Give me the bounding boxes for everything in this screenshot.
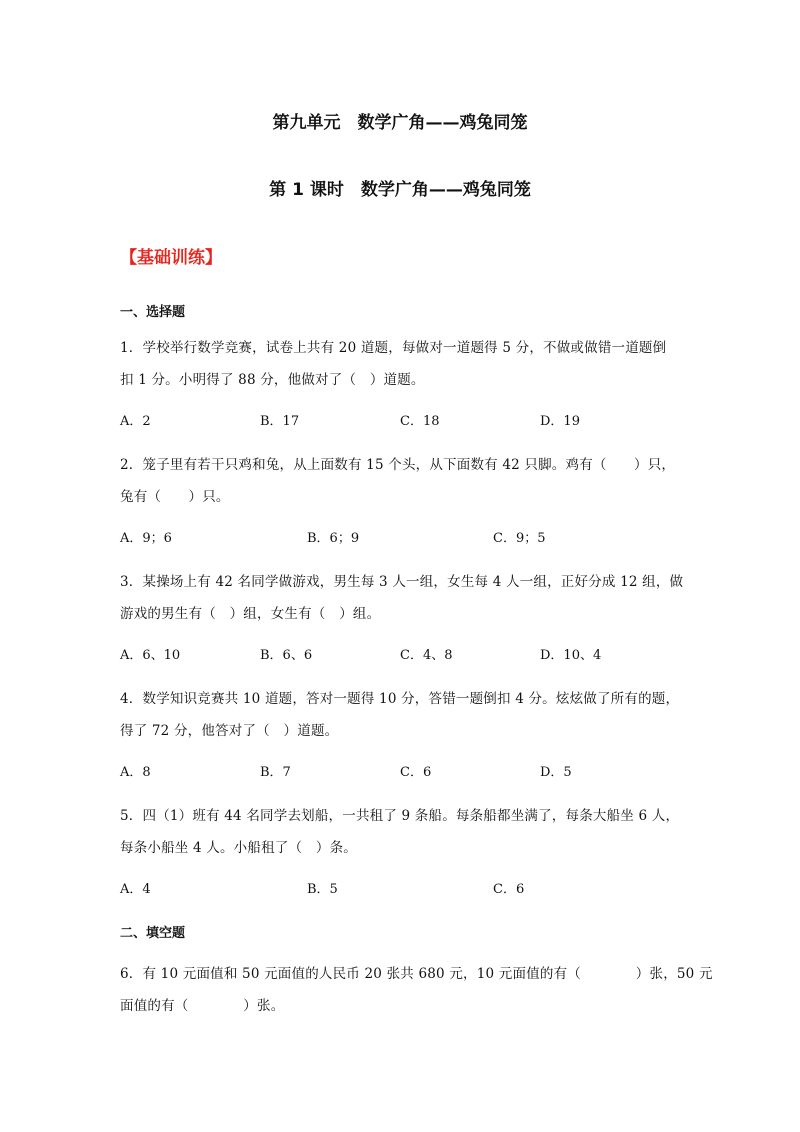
q2-option-c[interactable]: C．9；5 (493, 531, 546, 546)
question-3-line-2: 游戏的男生有（ ）组，女生有（ ）组。 (120, 606, 381, 622)
q3-option-d[interactable]: D．10、4 (540, 648, 602, 663)
q5-option-a[interactable]: A．4 (120, 882, 151, 897)
question-4-line-2: 得了 72 分，他答对了（ ）道题。 (120, 723, 339, 739)
section-heading-fill: 二、填空题 (120, 926, 186, 941)
question-6-line-2: 面值的有（ ）张。 (120, 998, 285, 1014)
question-5-line-2: 每条小船坐 4 人。小船租了（ ）条。 (120, 840, 357, 856)
q3-option-c[interactable]: C．4、8 (400, 648, 453, 663)
unit-title: 第九单元 数学广角——鸡兔同笼 (272, 113, 528, 133)
q1-option-a[interactable]: A．2 (120, 414, 151, 429)
q1-option-c[interactable]: C．18 (400, 414, 440, 429)
q3-option-a[interactable]: A．6、10 (120, 648, 181, 663)
q2-option-a[interactable]: A．9；6 (120, 531, 172, 546)
q2-option-b[interactable]: B．6；9 (307, 531, 360, 546)
lesson-title: 第 1 课时 数学广角——鸡兔同笼 (269, 180, 531, 200)
section-heading-choice: 一、选择题 (120, 305, 186, 320)
question-4-line-1: 4．数学知识竞赛共 10 道题，答对一题得 10 分，答错一题倒扣 4 分。炫炫做了所有的题， (120, 691, 680, 707)
question-3-line-1: 3．某操场上有 42 名同学做游戏，男生每 3 人一组，女生每 4 人一组，正好分成 12 组，做 (120, 574, 684, 590)
question-2-line-1: 2．笼子里有若干只鸡和兔，从上面数有 15 个头，从下面数有 42 只脚。鸡有（ ）只， (120, 457, 676, 473)
question-1-line-2: 扣 1 分。小明得了 88 分，他做对了（ ）道题。 (120, 372, 425, 388)
question-1-line-1: 1．学校举行数学竞赛，试卷上共有 20 道题，每做对一道题得 5 分，不做或做错一道题倒 (120, 340, 667, 356)
q4-option-c[interactable]: C．6 (400, 765, 432, 780)
q1-option-d[interactable]: D．19 (540, 414, 580, 429)
q3-option-b[interactable]: B．6、6 (260, 648, 313, 663)
q4-option-a[interactable]: A．8 (120, 765, 151, 780)
q4-option-b[interactable]: B．7 (260, 765, 291, 780)
training-label: 【基础训练】 (120, 248, 222, 268)
question-6-line-1: 6．有 10 元面值和 50 元面值的人民币 20 张共 680 元，10 元面值的有（ ）张，50 元 (120, 966, 713, 982)
question-5-line-1: 5．四（1）班有 44 名同学去划船，一共租了 9 条船。每条船都坐满了，每条大船坐 6 人， (120, 808, 680, 824)
q5-option-c[interactable]: C．6 (493, 882, 525, 897)
question-2-line-2: 兔有（ ）只。 (120, 489, 230, 505)
q4-option-d[interactable]: D．5 (540, 765, 572, 780)
q1-option-b[interactable]: B．17 (260, 414, 300, 429)
q5-option-b[interactable]: B．5 (307, 882, 338, 897)
